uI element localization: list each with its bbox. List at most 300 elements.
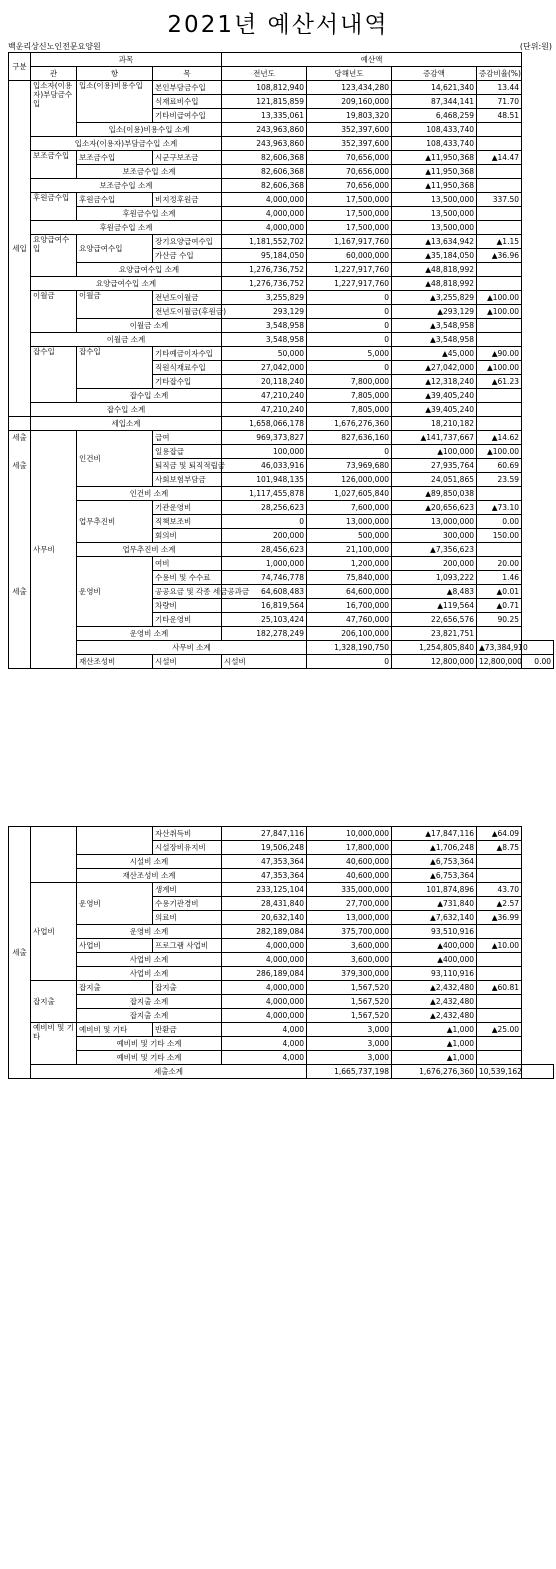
diff-value: 13,500,000 <box>392 193 477 207</box>
cur-value: 375,700,000 <box>307 925 392 939</box>
prev-value: 286,189,084 <box>222 967 307 981</box>
prev-value: 100,000 <box>222 445 307 459</box>
prev-value: 4,000,000 <box>222 1009 307 1023</box>
rate-value: 43.70 <box>477 883 522 897</box>
diff-value: ▲73,384,910 <box>477 641 522 655</box>
prev-value: 28,431,840 <box>222 897 307 911</box>
mok-label: 자산취득비 <box>153 827 222 841</box>
prev-value: 95,184,050 <box>222 249 307 263</box>
diff-value: 300,000 <box>392 529 477 543</box>
cur-value: 1,227,917,760 <box>307 277 392 291</box>
subtotal-label: 인건비 소계 <box>77 487 222 501</box>
subtotal-label: 이월금 소계 <box>77 319 222 333</box>
cur-value: 3,000 <box>307 1037 392 1051</box>
mok-label: 시설장비유지비 <box>153 841 222 855</box>
cur-value: 206,100,000 <box>307 627 392 641</box>
prev-value: 46,033,916 <box>222 459 307 473</box>
mok-label: 기관운영비 <box>153 501 222 515</box>
diff-value: ▲1,000 <box>392 1023 477 1037</box>
rate-value: 71.70 <box>477 95 522 109</box>
subtotal-label: 입소(이용)비용수입 소계 <box>77 123 222 137</box>
subtotal-label: 사업비 소계 <box>77 953 222 967</box>
cur-value: 1,254,805,840 <box>392 641 477 655</box>
subtotal-label: 요양급여수입 소계 <box>31 277 222 291</box>
rate-value <box>477 953 522 967</box>
gwan-label: 입소자(이용자)부담금수입 <box>31 81 77 137</box>
table-row <box>9 81 554 95</box>
subtotal-row <box>9 319 554 333</box>
cur-value: 0 <box>307 333 392 347</box>
prev-value: 47,353,364 <box>222 869 307 883</box>
mok-label: 장기요양급여수입 <box>153 235 222 249</box>
rate-value <box>477 319 522 333</box>
diff-value: 200,000 <box>392 557 477 571</box>
diff-value: 10,539,162 <box>477 1065 522 1079</box>
subtotal-row <box>9 543 554 557</box>
rate-value: ▲14.62 <box>477 431 522 445</box>
section-label-expense: 세출 <box>9 585 31 599</box>
budget-table-page1 <box>8 52 554 669</box>
diff-value: 87,344,141 <box>392 95 477 109</box>
diff-value: ▲39,405,240 <box>392 403 477 417</box>
subtotal-label: 사무비 소계 <box>77 641 307 655</box>
mok-label: 기타예금이자수입 <box>153 347 222 361</box>
subtotal-row <box>9 165 554 179</box>
prev-value: 293,129 <box>222 305 307 319</box>
hang-label: 인건비 <box>77 431 153 487</box>
subtotal-row <box>9 389 554 403</box>
rate-value <box>477 221 522 235</box>
prev-value: 20,632,140 <box>222 911 307 925</box>
mok-label: 수용비 및 수수료 <box>153 571 222 585</box>
cur-value: 60,000,000 <box>307 249 392 263</box>
prev-value: 3,548,958 <box>222 333 307 347</box>
header-rate: 증감비율(%) <box>477 67 522 81</box>
subtotal-label: 운영비 소계 <box>77 925 222 939</box>
prev-value: 101,948,135 <box>222 473 307 487</box>
diff-value: ▲11,950,368 <box>392 165 477 179</box>
cur-value: 3,600,000 <box>307 939 392 953</box>
rate-value: 20.00 <box>477 557 522 571</box>
mok-label: 생계비 <box>153 883 222 897</box>
gwan-label: 잡수입 <box>31 347 77 403</box>
subtotal-row <box>9 925 554 939</box>
diff-value: 14,621,340 <box>392 81 477 95</box>
diff-value: ▲293,129 <box>392 305 477 319</box>
subtotal-label: 잡지출 소계 <box>77 995 222 1009</box>
mok-label: 기타운영비 <box>153 613 222 627</box>
section-label-expense-p2: 세출 <box>9 827 31 1079</box>
cur-value: 1,567,520 <box>307 981 392 995</box>
rate-value: ▲73.10 <box>477 501 522 515</box>
prev-value: 28,256,623 <box>222 501 307 515</box>
cur-value: 7,600,000 <box>307 501 392 515</box>
subtotal-row <box>9 1051 554 1065</box>
hang-label: 운영비 <box>77 557 153 627</box>
cur-value: 3,000 <box>307 1023 392 1037</box>
section-label-income: 세입 <box>9 81 31 417</box>
mok-label: 직원식재료수입 <box>153 361 222 375</box>
rate-value: ▲100.00 <box>477 291 522 305</box>
diff-value: ▲400,000 <box>392 939 477 953</box>
prev-value: 4,000 <box>222 1051 307 1065</box>
diff-value: ▲3,548,958 <box>392 319 477 333</box>
hang-label: 입소(이용)비용수입 <box>77 81 153 123</box>
prev-value: 27,847,116 <box>222 827 307 841</box>
rate-value: ▲1.15 <box>477 235 522 249</box>
cur-value: 126,000,000 <box>307 473 392 487</box>
table-row <box>9 347 554 361</box>
rate-value: ▲90.00 <box>477 347 522 361</box>
diff-value: 18,210,182 <box>392 417 477 431</box>
cur-value: 1,567,520 <box>307 995 392 1009</box>
diff-value: ▲119,564 <box>392 599 477 613</box>
cur-value: 1,676,276,360 <box>392 1065 477 1079</box>
hang-label: 업무추진비 <box>77 501 153 543</box>
diff-value: ▲400,000 <box>392 953 477 967</box>
rate-value: 60.69 <box>477 459 522 473</box>
rate-value: ▲10.00 <box>477 939 522 953</box>
prev-value: 1,276,736,752 <box>222 277 307 291</box>
prev-value: 47,210,240 <box>222 403 307 417</box>
cur-value: 12,800,000 <box>392 655 477 669</box>
header-mok: 목 <box>153 67 222 81</box>
diff-value: ▲35,184,050 <box>392 249 477 263</box>
rate-value <box>477 207 522 221</box>
hang-label: 잡지출 <box>77 981 153 995</box>
prev-value: 4,000,000 <box>222 995 307 1009</box>
prev-value: 4,000 <box>222 1037 307 1051</box>
diff-value: ▲27,042,000 <box>392 361 477 375</box>
mok-label: 수용기관경비 <box>153 897 222 911</box>
table-row <box>9 151 554 165</box>
mok-label: 퇴직금 및 퇴직적립금 <box>153 459 222 473</box>
cur-value: 17,500,000 <box>307 193 392 207</box>
header-yesan: 예산액 <box>222 53 522 67</box>
cur-value: 352,397,600 <box>307 137 392 151</box>
prev-value: 27,042,000 <box>222 361 307 375</box>
rate-value: ▲8.75 <box>477 841 522 855</box>
rate-value <box>477 855 522 869</box>
gwan-label: 요양급여수입 <box>31 235 77 277</box>
cur-value: 335,000,000 <box>307 883 392 897</box>
table-row <box>9 981 554 995</box>
diff-value: ▲13,634,942 <box>392 235 477 249</box>
rate-value: 48.51 <box>477 109 522 123</box>
cur-value: 3,600,000 <box>307 953 392 967</box>
rate-value: ▲25.00 <box>477 1023 522 1037</box>
header-gubun: 구분 <box>9 53 31 81</box>
header-gwan: 관 <box>31 67 77 81</box>
budget-table-page2 <box>8 826 554 1079</box>
cur-value: 0 <box>307 361 392 375</box>
diff-value: ▲11,950,368 <box>392 179 477 193</box>
rate-value: ▲36.96 <box>477 249 522 263</box>
rate-value <box>477 165 522 179</box>
table-row <box>9 501 554 515</box>
cur-value: 70,656,000 <box>307 151 392 165</box>
subtotal-row <box>9 137 554 151</box>
mok-label: 회의비 <box>153 529 222 543</box>
diff-value: ▲731,840 <box>392 897 477 911</box>
prev-value: 47,210,240 <box>222 389 307 403</box>
diff-value: ▲6,753,364 <box>392 855 477 869</box>
cur-value: 40,600,000 <box>307 855 392 869</box>
cur-value: 0 <box>307 305 392 319</box>
rate-value <box>477 123 522 137</box>
prev-value: 969,373,827 <box>222 431 307 445</box>
table-row <box>9 193 554 207</box>
rate-value: 23.59 <box>477 473 522 487</box>
prev-value: 243,963,860 <box>222 137 307 151</box>
rate-value <box>477 417 522 431</box>
prev-value: 200,000 <box>222 529 307 543</box>
prev-value: 243,963,860 <box>222 123 307 137</box>
cur-value: 73,969,680 <box>307 459 392 473</box>
cur-value: 3,000 <box>307 1051 392 1065</box>
diff-value: 93,110,916 <box>392 967 477 981</box>
rate-value <box>477 333 522 347</box>
prev-value: 4,000 <box>222 1023 307 1037</box>
hang-label: 보조금수입 <box>77 151 153 165</box>
diff-value: ▲48,818,992 <box>392 277 477 291</box>
subtotal-row <box>9 207 554 221</box>
section-label-expense: 세출 <box>9 459 31 473</box>
rate-value <box>477 995 522 1009</box>
gwan-label: 잡지출 <box>31 981 77 1023</box>
prev-value: 1,328,190,750 <box>307 641 392 655</box>
rate-value: 1.46 <box>477 571 522 585</box>
gwan-label: 보조금수입 <box>31 151 77 179</box>
prev-value: 1,665,737,198 <box>307 1065 392 1079</box>
prev-value: 4,000,000 <box>222 981 307 995</box>
diff-value: ▲39,405,240 <box>392 389 477 403</box>
table-row <box>9 939 554 953</box>
mok-label: 직책보조비 <box>153 515 222 529</box>
subtotal-row <box>9 1037 554 1051</box>
page-title: 2021년 예산서내역 <box>167 12 389 38</box>
cur-value: 16,700,000 <box>307 599 392 613</box>
cur-value: 47,760,000 <box>307 613 392 627</box>
prev-value: 1,117,455,878 <box>222 487 307 501</box>
diff-value: 108,433,740 <box>392 123 477 137</box>
subtotal-row <box>9 869 554 883</box>
mok-label: 비지정후원금 <box>153 193 222 207</box>
subtotal-label: 재산조성비 소계 <box>77 869 222 883</box>
prev-value: 4,000,000 <box>222 193 307 207</box>
rate-value: ▲0.01 <box>477 585 522 599</box>
diff-value: ▲3,548,958 <box>392 333 477 347</box>
diff-value: 1,093,222 <box>392 571 477 585</box>
subtotal-row <box>9 641 554 655</box>
cur-value: 7,800,000 <box>307 375 392 389</box>
cur-value: 19,803,320 <box>307 109 392 123</box>
cur-value: 64,600,000 <box>307 585 392 599</box>
table-row <box>9 883 554 897</box>
mok-label: 잡지출 <box>153 981 222 995</box>
cur-value: 7,805,000 <box>307 403 392 417</box>
subtotal-row <box>9 855 554 869</box>
prev-value: 19,506,248 <box>222 841 307 855</box>
rate-value: ▲60.81 <box>477 981 522 995</box>
prev-value: 282,189,084 <box>222 925 307 939</box>
diff-value: ▲20,656,623 <box>392 501 477 515</box>
diff-value: 13,000,000 <box>392 515 477 529</box>
prev-value: 3,548,958 <box>222 319 307 333</box>
section-label-expense: 세출 <box>9 431 31 445</box>
cur-value: 827,636,160 <box>307 431 392 445</box>
mok-label: 여비 <box>153 557 222 571</box>
rate-value <box>477 403 522 417</box>
gwan-label: 예비비 및 기타 <box>31 1023 77 1065</box>
rate-value <box>477 967 522 981</box>
cur-value: 0 <box>307 291 392 305</box>
cur-value: 1,027,605,840 <box>307 487 392 501</box>
cur-value: 379,300,000 <box>307 967 392 981</box>
gwan-label: 사무비 <box>31 431 77 669</box>
hang-label: 후원금수입 <box>77 193 153 207</box>
diff-value: 24,051,865 <box>392 473 477 487</box>
mok-label: 일용잡급 <box>153 445 222 459</box>
rate-value <box>477 1037 522 1051</box>
prev-value: 16,819,564 <box>222 599 307 613</box>
mok-label: 시설비 <box>222 655 307 669</box>
rate-value: 90.25 <box>477 613 522 627</box>
prev-value: 82,606,368 <box>222 179 307 193</box>
diff-value: ▲1,000 <box>392 1051 477 1065</box>
rate-value <box>477 1051 522 1065</box>
subtotal-label: 잡수입 소계 <box>77 389 222 403</box>
subtotal-row <box>9 123 554 137</box>
diff-value: 12,800,000 <box>477 655 522 669</box>
rate-value: ▲61.23 <box>477 375 522 389</box>
diff-value: 13,500,000 <box>392 207 477 221</box>
rate-value <box>477 389 522 403</box>
table-row <box>9 655 554 669</box>
subtotal-label: 업무추진비 소계 <box>77 543 222 557</box>
rate-value: ▲100.00 <box>477 445 522 459</box>
hang-label: 사업비 <box>77 939 153 953</box>
subtotal-row <box>9 995 554 1009</box>
diff-value: 108,433,740 <box>392 137 477 151</box>
diff-value: ▲89,850,038 <box>392 487 477 501</box>
cur-value: 1,200,000 <box>307 557 392 571</box>
total-label: 세출소계 <box>31 1065 307 1079</box>
rate-value <box>477 1009 522 1023</box>
rate-value: 13.44 <box>477 81 522 95</box>
cur-value: 0 <box>307 445 392 459</box>
cur-value: 17,800,000 <box>307 841 392 855</box>
header-gwamok: 과목 <box>31 53 222 67</box>
diff-value: 101,874,896 <box>392 883 477 897</box>
subtotal-row <box>9 221 554 235</box>
cur-value: 17,500,000 <box>307 207 392 221</box>
prev-value: 0 <box>307 655 392 669</box>
subtotal-label: 잡수입 소계 <box>31 403 222 417</box>
rate-value <box>477 137 522 151</box>
prev-value: 1,000,000 <box>222 557 307 571</box>
hang-label: 운영비 <box>77 883 153 925</box>
prev-value: 121,815,859 <box>222 95 307 109</box>
rate-value <box>477 277 522 291</box>
table-row <box>9 291 554 305</box>
subtotal-label: 시설비 소계 <box>77 855 222 869</box>
gwan-label: 재산조성비 <box>77 655 153 669</box>
cur-value: 10,000,000 <box>307 827 392 841</box>
cur-value: 70,656,000 <box>307 179 392 193</box>
subtotal-label: 예비비 및 기타 소계 <box>77 1051 222 1065</box>
rate-value <box>477 627 522 641</box>
cur-value: 352,397,600 <box>307 123 392 137</box>
mok-label: 기타잡수입 <box>153 375 222 389</box>
diff-value: 6,468,259 <box>392 109 477 123</box>
rate-value: 0.00 <box>477 515 522 529</box>
subtotal-label: 후원금수입 소계 <box>77 207 222 221</box>
mok-label: 본인부담금수입 <box>153 81 222 95</box>
gwan-label: 이월금 <box>31 291 77 333</box>
mok-label: 식재료비수입 <box>153 95 222 109</box>
rate-value <box>477 543 522 557</box>
subtotal-row <box>9 333 554 347</box>
table-row <box>9 431 554 445</box>
cur-value: 7,805,000 <box>307 389 392 403</box>
cur-value: 1,676,276,360 <box>307 417 392 431</box>
subtotal-row <box>9 277 554 291</box>
diff-value: ▲1,000 <box>392 1037 477 1051</box>
gwan-label: 후원금수입 <box>31 193 77 221</box>
gwan-label: 사업비 <box>31 883 77 981</box>
subtotal-label: 운영비 소계 <box>77 627 222 641</box>
subtotal-label: 예비비 및 기타 소계 <box>77 1037 222 1051</box>
diff-value: 93,510,916 <box>392 925 477 939</box>
diff-value: 23,821,751 <box>392 627 477 641</box>
prev-value: 4,000,000 <box>222 939 307 953</box>
prev-value: 233,125,104 <box>222 883 307 897</box>
subtotal-label: 보조금수입 소계 <box>31 179 222 193</box>
diff-value: ▲48,818,992 <box>392 263 477 277</box>
diff-value: ▲45,000 <box>392 347 477 361</box>
diff-value: ▲8,483 <box>392 585 477 599</box>
mok-label: 반환금 <box>153 1023 222 1037</box>
diff-value: ▲141,737,667 <box>392 431 477 445</box>
mok-label: 기타비급여수입 <box>153 109 222 123</box>
mok-label: 차량비 <box>153 599 222 613</box>
organization-name: 백운리상신노인전문요양원 <box>8 42 101 51</box>
cur-value: 209,160,000 <box>307 95 392 109</box>
diff-value: 27,935,764 <box>392 459 477 473</box>
rate-value: 337.50 <box>477 193 522 207</box>
subtotal-label: 후원금수입 소계 <box>31 221 222 235</box>
table-row <box>9 1023 554 1037</box>
cur-value: 1,167,917,760 <box>307 235 392 249</box>
prev-value: 4,000,000 <box>222 207 307 221</box>
rate-value <box>522 1065 554 1079</box>
prev-value: 82,606,368 <box>222 165 307 179</box>
table-row <box>9 235 554 249</box>
diff-value: ▲7,356,623 <box>392 543 477 557</box>
subtotal-row <box>9 487 554 501</box>
diff-value: ▲7,632,140 <box>392 911 477 925</box>
prev-value: 182,278,249 <box>222 627 307 641</box>
subtotal-label: 이월금 소계 <box>31 333 222 347</box>
hang-label: 잡수입 <box>77 347 153 389</box>
subtotal-row <box>9 627 554 641</box>
subtotal-row <box>9 179 554 193</box>
prev-value: 82,606,368 <box>222 151 307 165</box>
cur-value: 75,840,000 <box>307 571 392 585</box>
cur-value: 1,567,520 <box>307 1009 392 1023</box>
rate-value: ▲100.00 <box>477 305 522 319</box>
